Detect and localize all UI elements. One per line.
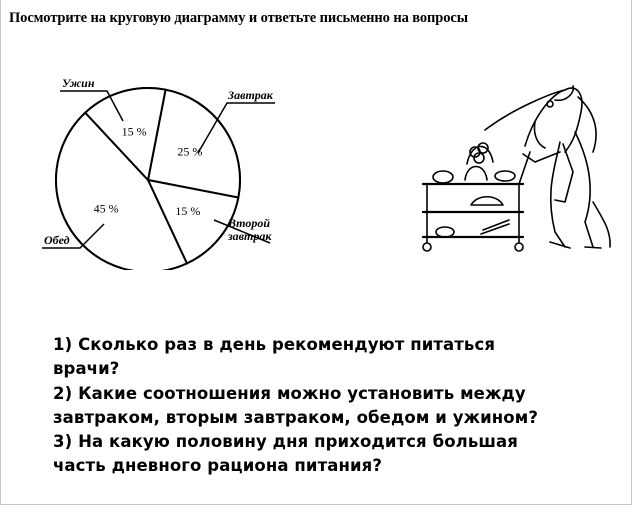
slice-label-dinner: 15 %	[121, 124, 147, 139]
question-2-line-1: 2) Какие соотношения можно установить между	[53, 383, 526, 403]
question-2-line-2: завтраком, вторым завтраком, обедом и ужином?	[53, 407, 538, 427]
callout-lunch: Обед	[44, 233, 70, 247]
slice-label-second-breakfast: 15 %	[175, 204, 201, 219]
page-heading: Посмотрите на круговую диаграмму и ответьте письменно на вопросы	[9, 10, 468, 26]
callout-breakfast: Завтрак	[228, 88, 273, 102]
question-3-line-2: часть дневного рациона питания?	[53, 456, 383, 476]
callout-second-breakfast-1: Второй	[228, 216, 270, 230]
dog-doctor-with-food-trolley-illustration	[405, 72, 615, 262]
pie-chart	[0, 60, 330, 270]
question-1-line-1: 1) Сколько раз в день рекомендуют питаться	[53, 335, 496, 354]
slice-label-breakfast: 25 %	[177, 144, 203, 159]
question-1-line-2: врачи?	[53, 359, 120, 379]
slice-label-lunch: 45 %	[93, 201, 119, 216]
question-3-line-1: 3) На какую половину дня приходится большая	[53, 432, 518, 452]
questions-block	[53, 333, 613, 479]
callout-dinner: Ужин	[62, 76, 95, 90]
callout-second-breakfast-2: завтрак	[228, 229, 272, 243]
